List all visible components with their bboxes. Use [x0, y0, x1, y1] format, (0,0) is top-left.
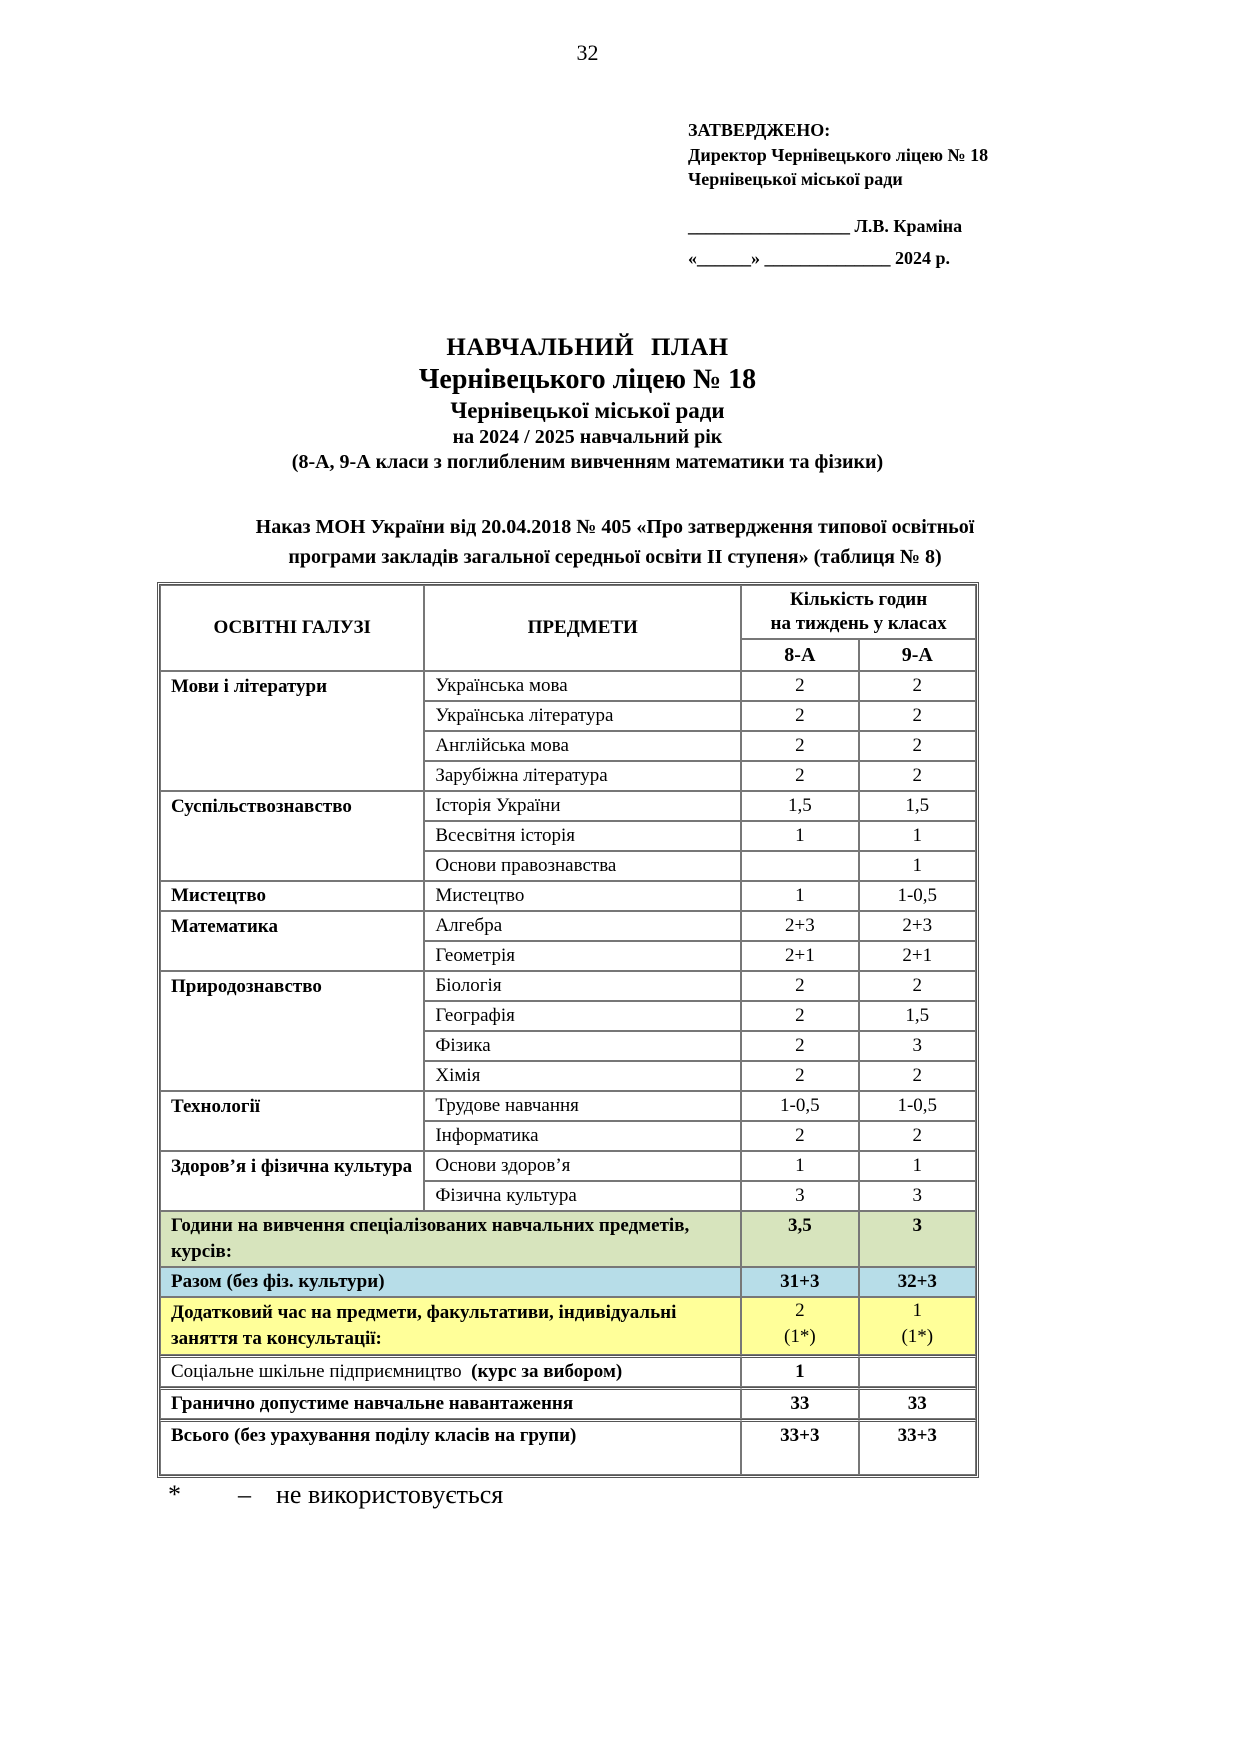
- subject-cell: Основи здоров’я: [424, 1151, 741, 1181]
- hours-8a-cell: 2+3: [741, 911, 858, 941]
- summary-row-specialized: [160, 1211, 976, 1267]
- hours-8a-cell: 2: [741, 761, 858, 791]
- hours-8a-cell: 2: [741, 1001, 858, 1031]
- hours-9a-cell: 2: [859, 761, 976, 791]
- page-number: 32: [576, 40, 599, 65]
- summary-label: Разом (без фіз. культури): [160, 1267, 741, 1297]
- summary-row-subtotal: [160, 1267, 976, 1297]
- hours-9a-cell: 1,5: [859, 1001, 976, 1031]
- hours-8a-cell: 2: [741, 701, 858, 731]
- footnote-text: не використовується: [276, 1480, 504, 1509]
- approval-block: [688, 118, 988, 271]
- summary-row-elective: [160, 1355, 976, 1387]
- subject-cell: Географія: [424, 1001, 741, 1031]
- subject-cell: Англійська мова: [424, 731, 741, 761]
- value-line-2: (1*): [784, 1326, 816, 1347]
- hours-9a-cell: 2: [859, 701, 976, 731]
- hours-8a-cell: 1: [741, 821, 858, 851]
- hours-9a-cell: 2: [859, 671, 976, 701]
- summary-value-9a: 33+3: [859, 1419, 976, 1475]
- header-subjects: ПРЕДМЕТИ: [424, 585, 741, 671]
- hours-9a-cell: 1: [859, 1151, 976, 1181]
- hours-8a-cell: 2: [741, 1061, 858, 1091]
- table-row: [160, 1091, 976, 1121]
- curriculum-table: [157, 582, 979, 1478]
- hours-9a-cell: 2: [859, 1061, 976, 1091]
- summary-value-8a: [741, 1297, 858, 1355]
- subject-cell: Алгебра: [424, 911, 741, 941]
- hours-8a-cell: 2: [741, 971, 858, 1001]
- summary-value-9a: 33: [859, 1387, 976, 1419]
- header-areas: ОСВІТНІ ГАЛУЗІ: [160, 585, 424, 671]
- subject-cell: Історія України: [424, 791, 741, 821]
- value-line-2: (1*): [901, 1326, 934, 1347]
- hours-9a-cell: 2: [859, 971, 976, 1001]
- order-line-1: Наказ МОН України від 20.04.2018 № 405 «Про затвердження типової освітньої: [255, 516, 975, 538]
- title-line-4: на 2024 / 2025 навчальний рік: [452, 426, 723, 448]
- summary-value-8a: 33+3: [741, 1419, 858, 1475]
- hours-9a-cell: 1: [859, 821, 976, 851]
- approval-heading: ЗАТВЕРДЖЕНО:: [688, 120, 831, 140]
- header-hours-line-1: Кількість годин: [789, 589, 928, 610]
- title-line-2: Чернівецького ліцею № 18: [418, 364, 757, 395]
- summary-label: Всього (без урахування поділу класів на групи): [160, 1419, 741, 1475]
- subject-cell: Фізика: [424, 1031, 741, 1061]
- document-title: [0, 333, 1175, 475]
- table-row: [160, 911, 976, 941]
- table-row: [160, 671, 976, 701]
- hours-9a-cell: 2: [859, 731, 976, 761]
- hours-9a-cell: 3: [859, 1181, 976, 1211]
- hours-8a-cell: [741, 851, 858, 881]
- hours-9a-cell: 1-0,5: [859, 1091, 976, 1121]
- area-cell: Мистецтво: [160, 881, 424, 911]
- approval-date: «______» ______________ 2024 р.: [688, 248, 951, 268]
- hours-8a-cell: 1: [741, 881, 858, 911]
- summary-row-max-load: [160, 1387, 976, 1419]
- hours-9a-cell: 2+3: [859, 911, 976, 941]
- subject-cell: Хімія: [424, 1061, 741, 1091]
- hours-8a-cell: 1-0,5: [741, 1091, 858, 1121]
- table-body: [160, 671, 976, 1475]
- summary-label: Години на вивчення спеціалізованих навчальних предметів, курсів:: [160, 1211, 741, 1267]
- hours-8a-cell: 1,5: [741, 791, 858, 821]
- summary-value-8a: 1: [741, 1355, 858, 1387]
- hours-9a-cell: 1,5: [859, 791, 976, 821]
- subject-cell: Українська література: [424, 701, 741, 731]
- hours-9a-cell: 1: [859, 851, 976, 881]
- title-line-3: Чернівецької міської ради: [450, 398, 725, 423]
- elective-note: (курс за вибором): [471, 1361, 623, 1382]
- hours-8a-cell: 2: [741, 1121, 858, 1151]
- hours-8a-cell: 1: [741, 1151, 858, 1181]
- subject-cell: Зарубіжна література: [424, 761, 741, 791]
- hours-9a-cell: 2+1: [859, 941, 976, 971]
- subject-cell: Всесвітня історія: [424, 821, 741, 851]
- area-cell: Технології: [160, 1091, 424, 1151]
- subject-cell: Біологія: [424, 971, 741, 1001]
- summary-label: Гранично допустиме навчальне навантаження: [160, 1387, 741, 1419]
- summary-row-total: [160, 1419, 976, 1475]
- area-cell: Природознавство: [160, 971, 424, 1091]
- summary-value-8a: 33: [741, 1387, 858, 1419]
- summary-row-extra: [160, 1297, 976, 1355]
- summary-value-9a: 3: [859, 1211, 976, 1267]
- header-class-9a: 9-А: [859, 639, 976, 671]
- hours-9a-cell: 3: [859, 1031, 976, 1061]
- hours-9a-cell: 1-0,5: [859, 881, 976, 911]
- value-line-1: 1: [912, 1300, 923, 1321]
- subject-cell: Інформатика: [424, 1121, 741, 1151]
- header-class-8a: 8-А: [741, 639, 858, 671]
- area-cell: Мови і літератури: [160, 671, 424, 791]
- header-hours: [741, 585, 976, 639]
- approval-position: Директор Чернівецького ліцею № 18: [688, 144, 989, 165]
- subject-cell: Основи правознавства: [424, 851, 741, 881]
- footnote-dash: –: [238, 1480, 251, 1509]
- subject-cell: Фізична культура: [424, 1181, 741, 1211]
- summary-label: [160, 1355, 741, 1387]
- hours-9a-cell: 2: [859, 1121, 976, 1151]
- subject-cell: Трудове навчання: [424, 1091, 741, 1121]
- table-row: [160, 971, 976, 1001]
- summary-value-8a: 31+3: [741, 1267, 858, 1297]
- area-cell: Здоров’я і фізична культура: [160, 1151, 424, 1211]
- elective-name: Соціальне шкільне підприємництво: [171, 1361, 462, 1382]
- footnote: [168, 1480, 503, 1510]
- table-row: [160, 1151, 976, 1181]
- summary-value-9a: [859, 1355, 976, 1387]
- title-line-1: НАВЧАЛЬНИЙ ПЛАН: [446, 334, 729, 361]
- subject-cell: Геометрія: [424, 941, 741, 971]
- approval-signature: __________________ Л.В. Краміна: [688, 215, 963, 236]
- subject-cell: Мистецтво: [424, 881, 741, 911]
- summary-label: Додатковий час на предмети, факультативи, індивідуальні заняття та консультації:: [160, 1297, 741, 1355]
- approval-organization: Чернівецької міської ради: [688, 169, 903, 189]
- hours-8a-cell: 2: [741, 671, 858, 701]
- area-cell: Суспільствознавство: [160, 791, 424, 881]
- hours-8a-cell: 2+1: [741, 941, 858, 971]
- hours-8a-cell: 3: [741, 1181, 858, 1211]
- footnote-symbol: *: [168, 1480, 181, 1509]
- summary-value-9a: 32+3: [859, 1267, 976, 1297]
- value-line-1: 2: [795, 1300, 805, 1321]
- curriculum-table-wrapper: [157, 582, 979, 1478]
- order-line-2: програми закладів загальної середньої освіти ІІ ступеня» (таблиця № 8): [288, 546, 942, 568]
- summary-value-9a: [859, 1297, 976, 1355]
- title-line-5: (8-А, 9-А класи з поглибленим вивченням математики та фізики): [291, 451, 884, 473]
- table-row: [160, 881, 976, 911]
- subject-cell: Українська мова: [424, 671, 741, 701]
- order-reference: [190, 512, 1040, 572]
- summary-value-8a: 3,5: [741, 1211, 858, 1267]
- header-hours-line-2: на тиждень у класах: [770, 613, 947, 634]
- hours-8a-cell: 2: [741, 731, 858, 761]
- hours-8a-cell: 2: [741, 1031, 858, 1061]
- area-cell: Математика: [160, 911, 424, 971]
- table-row: [160, 791, 976, 821]
